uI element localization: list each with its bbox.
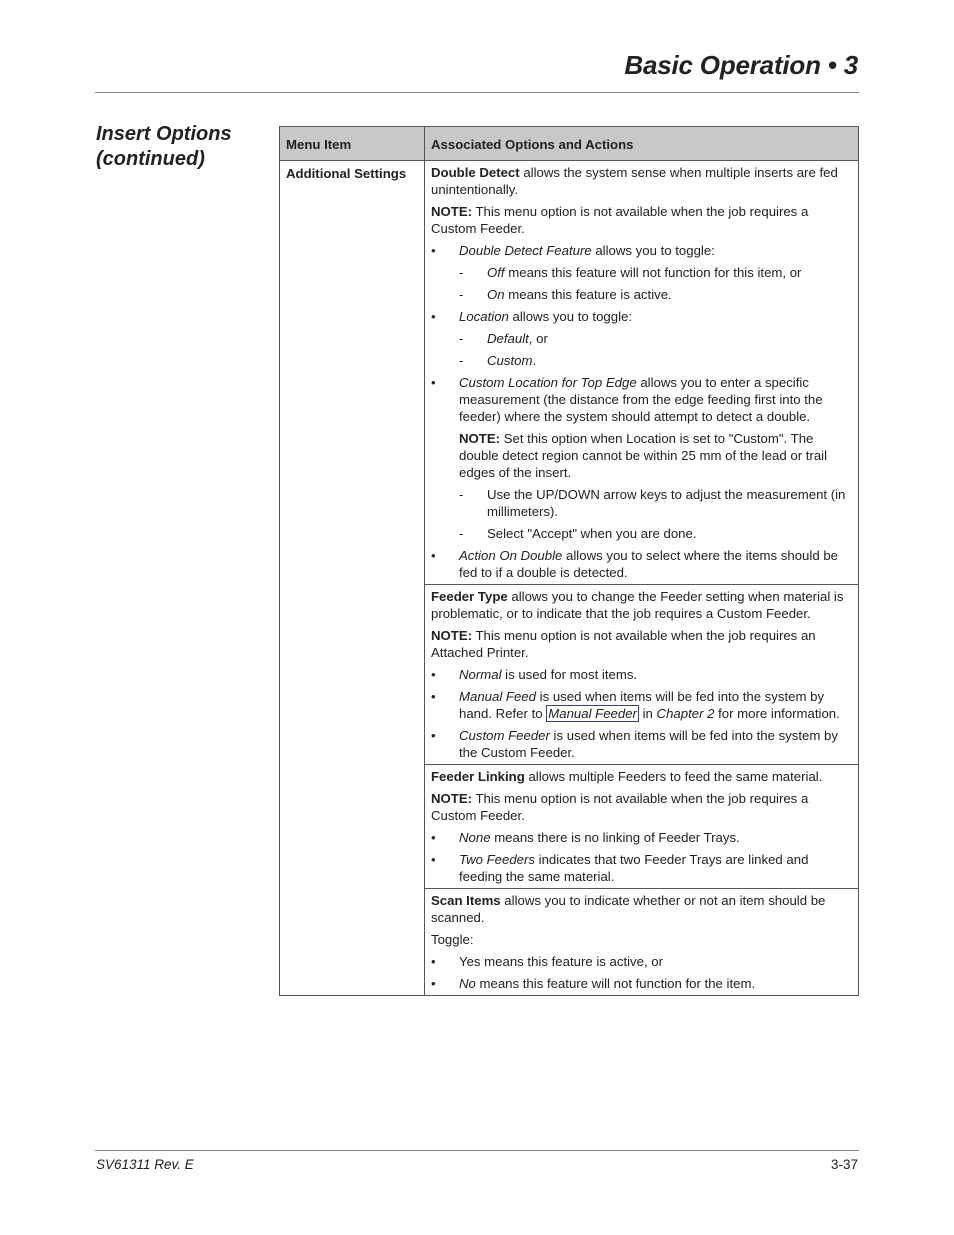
feeder-type-note: NOTE: This menu option is not available when the job requires an Attached Printer. xyxy=(431,628,816,660)
feeder-type-cell xyxy=(425,585,859,765)
feeder-linking-cell xyxy=(425,765,859,889)
feeder-type-intro: Feeder Type allows you to change the Feeder setting when material is problematic, or to indicate that the job requires a Custom Feeder. xyxy=(431,589,844,621)
list-item: • Double Detect Feature allows you to toggle: xyxy=(431,242,852,259)
list-item: • Custom Location for Top Edge allows you to enter a specific measurement (the distance from the edge feeding first into the feeder) where the system should attempt to detect a double. xyxy=(431,374,852,425)
page-number: 3-37 xyxy=(830,1157,858,1172)
list-item: - On means this feature is active. xyxy=(431,286,852,303)
list-item: • No means this feature will not function for the item. xyxy=(431,975,852,992)
list-item: • Manual Feed is used when items will be fed into the system by hand. Refer to Manual Feeder in Chapter 2 for more information. xyxy=(431,688,852,722)
scan-items-intro: Scan Items allows you to indicate whether or not an item should be scanned. xyxy=(431,893,826,925)
feeder-linking-intro: Feeder Linking allows multiple Feeders to feed the same material. xyxy=(431,769,823,784)
col-header-options: Associated Options and Actions xyxy=(425,127,859,161)
list-item: - Off means this feature will not function for this item, or xyxy=(431,264,852,281)
double-detect-cell xyxy=(425,161,859,585)
table-header-row xyxy=(280,127,859,161)
doc-id: SV61311 Rev. E xyxy=(96,1157,194,1172)
manual-feeder-link[interactable]: Manual Feeder xyxy=(548,706,637,721)
table-row xyxy=(280,161,859,585)
col-header-menu-item: Menu Item xyxy=(280,127,425,161)
list-item: • Two Feeders indicates that two Feeder Trays are linked and feeding the same material. xyxy=(431,851,852,885)
chapter-title: Basic Operation • 3 xyxy=(624,50,858,80)
list-item: • Custom Feeder is used when items will be fed into the system by the Custom Feeder. xyxy=(431,727,852,761)
scan-items-cell xyxy=(425,889,859,996)
menu-item-cell: Additional Settings xyxy=(280,161,425,996)
list-item: - Default, or xyxy=(431,330,852,347)
list-item: - Use the UP/DOWN arrow keys to adjust the measurement (in millimeters). xyxy=(431,486,852,520)
list-item: • Action On Double allows you to select where the items should be fed to if a double is detected. xyxy=(431,547,852,581)
options-table xyxy=(279,126,859,996)
custom-location-note: NOTE: Set this option when Location is set to "Custom". The double detect region cannot be within 25 mm of the lead or trail edges of the insert. xyxy=(459,431,828,480)
scan-items-toggle: Toggle: xyxy=(431,932,474,947)
double-detect-note: NOTE: This menu option is not available when the job requires a Custom Feeder. xyxy=(431,204,809,236)
double-detect-intro: Double Detect allows the system sense when multiple inserts are fed unintentionally. xyxy=(431,165,838,197)
list-item: - Custom. xyxy=(431,352,852,369)
feeder-linking-note: NOTE: This menu option is not available when the job requires a Custom Feeder. xyxy=(431,791,809,823)
header-rule xyxy=(95,92,859,93)
footer-rule xyxy=(95,1150,859,1151)
list-item: • Yes means this feature is active, or xyxy=(431,953,852,970)
list-item: - Select "Accept" when you are done. xyxy=(431,525,852,542)
list-item: • None means there is no linking of Feeder Trays. xyxy=(431,829,852,846)
list-item: • Normal is used for most items. xyxy=(431,666,852,683)
section-title: Insert Options (continued) xyxy=(96,123,232,170)
list-item: • Location allows you to toggle: xyxy=(431,308,852,325)
